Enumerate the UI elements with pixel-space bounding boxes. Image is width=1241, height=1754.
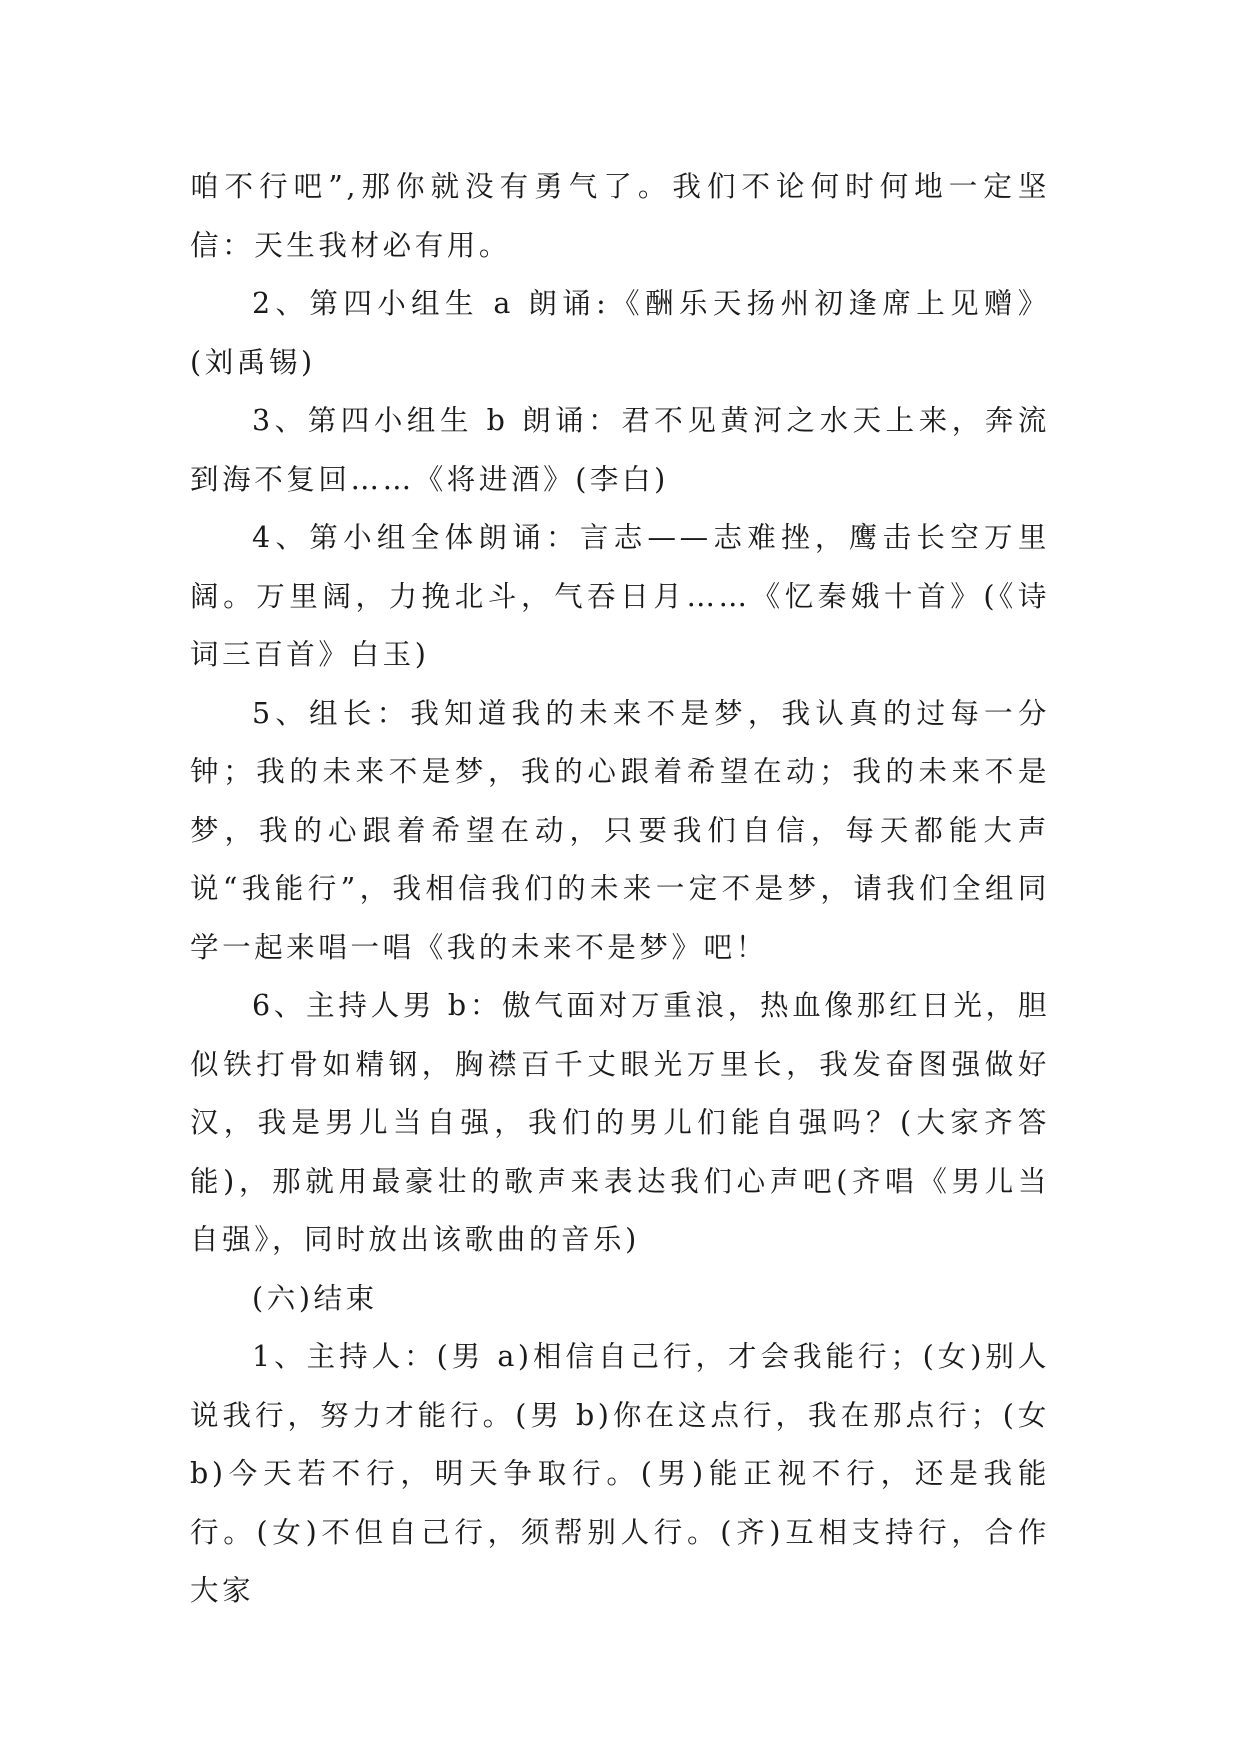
paragraph-item-3: 3、第四小组生 b 朗诵：君不见黄河之水天上来，奔流到海不复回……《将进酒》(李白): [190, 404, 1050, 496]
paragraph-continuation: 咱不行吧”,那你就没有勇气了。我们不论何时何地一定坚信：天生我材必有用。: [190, 170, 1050, 262]
paragraph-item-4: 4、第小组全体朗诵：言志——志难挫，鹰击长空万里阔。万里阔，力挽北斗，气吞日月……《忆秦娥十首》(《诗词三百首》白玉): [190, 521, 1050, 671]
document-body: [190, 158, 1050, 1621]
paragraph-item-2: 2、第四小组生 a 朗诵:《酬乐天扬州初逢席上见赠》(刘禹锡): [190, 287, 1050, 379]
section-heading-ending: (六)结束: [252, 1281, 378, 1315]
paragraph-item-6: 6、主持人男 b：傲气面对万重浪，热血像那红日光，胆似铁打骨如精钢，胸襟百千丈眼光万里长，我发奋图强做好汉，我是男儿当自强，我们的男儿们能自强吗？(大家齐答能)，那就用最豪壮的歌声来表达我们心声吧(齐唱《男儿当自强》，同时放出该歌曲的音乐): [190, 989, 1050, 1256]
paragraph-item-5: 5、组长：我知道我的未来不是梦，我认真的过每一分钟；我的未来不是梦，我的心跟着希望在动；我的未来不是梦，我的心跟着希望在动，只要我们自信，每天都能大声说“我能行”，我相信我们的未来一定不是梦，请我们全组同学一起来唱一唱《我的未来不是梦》吧！: [190, 696, 1050, 964]
paragraph-ending-item-1: 1、主持人：(男 a)相信自己行，才会我能行；(女)别人说我行，努力才能行。(男 b)你在这点行，我在那点行；(女 b)今天若不行，明天争取行。(男)能正视不行，还是我能行。(女)不但自己行，须帮别人行。(齐)互相支持行，合作大家: [190, 1340, 1050, 1607]
